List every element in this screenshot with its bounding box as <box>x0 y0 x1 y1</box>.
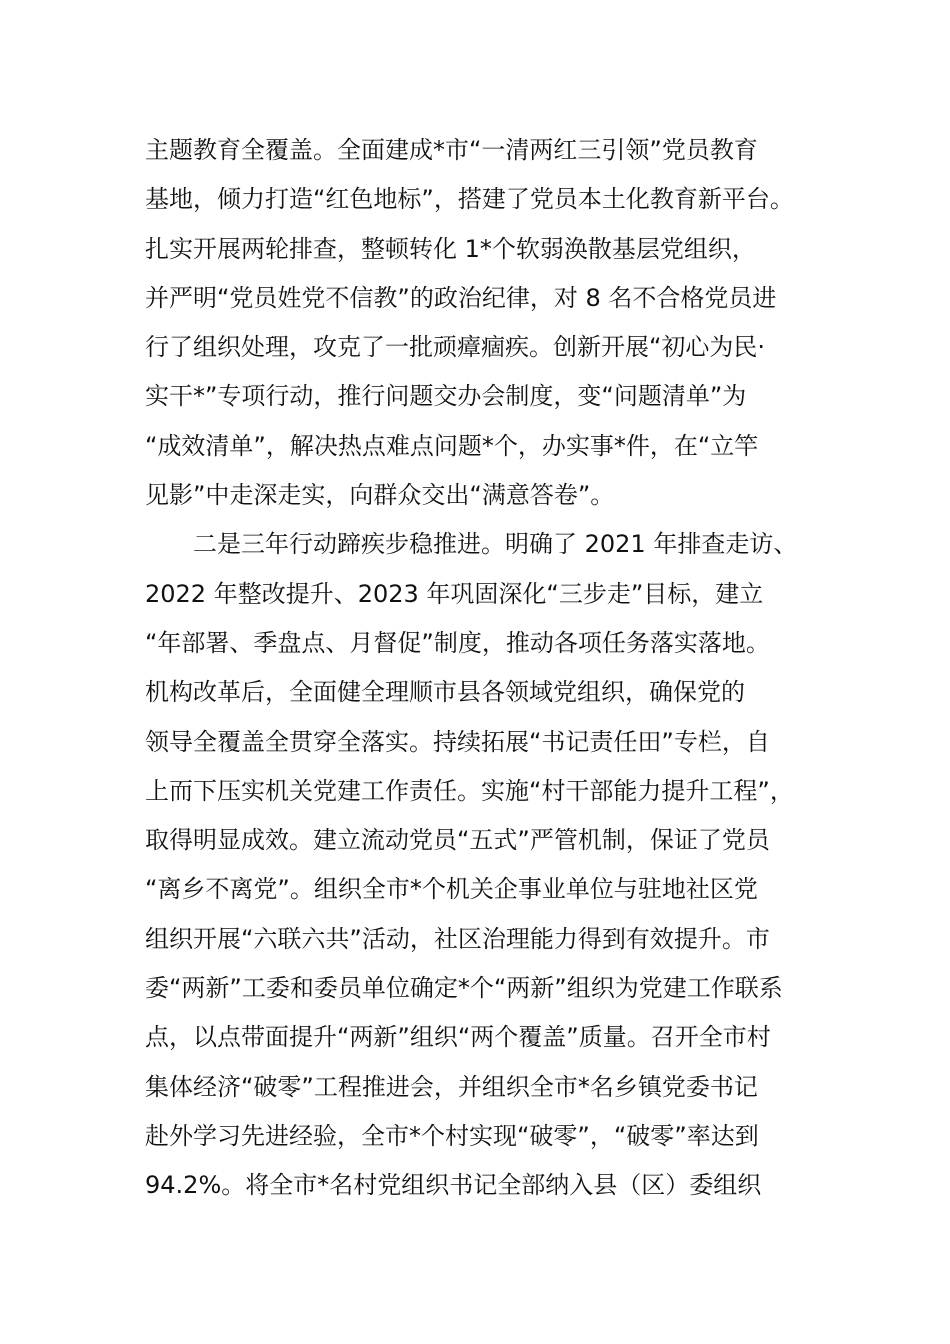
text-line: 上而下压实机关党建工作责任。实施“村干部能力提升工程”， <box>145 776 794 805</box>
text-line: 见影”中走深走实，向群众交出“满意答卷”。 <box>145 481 615 510</box>
text-line: 委“两新”工委和委员单位确定*个“两新”组织为党建工作联系 <box>145 974 783 1003</box>
text-line: “离乡不离党”。组织全市*个机关企事业单位与驻地社区党 <box>145 875 758 904</box>
text-line: 组织开展“六联六共”活动，社区治理能力得到有效提升。市 <box>145 924 770 953</box>
text-line: 主题教育全覆盖。全面建成*市“一清两红三引领”党员教育 <box>145 136 758 164</box>
text-line: 领导全覆盖全贯穿全落实。持续拓展“书记责任田”专栏，自 <box>145 727 770 756</box>
paragraph-first-line: 二是三年行动蹄疾步稳推进。明确了 2021 年排查走访、 <box>193 530 798 559</box>
text-line: 取得明显成效。建立流动党员“五式”严管机制，保证了党员 <box>145 826 770 855</box>
text-line: 2022 年整改提升、2023 年巩固深化“三步走”目标，建立 <box>145 579 764 608</box>
text-line: 行了组织处理，攻克了一批顽瘴痼疾。创新开展“初心为民· <box>145 333 766 362</box>
text-line: 并严明“党员姓党不信教”的政治纪律，对 8 名不合格党员进 <box>145 283 777 312</box>
text-line: 机构改革后，全面健全理顺市县各领域党组织，确保党的 <box>145 678 745 707</box>
text-line: “年部署、季盘点、月督促”制度，推动各项任务落实落地。 <box>145 628 770 657</box>
text-line: 基地，倾力打造“红色地标”，搭建了党员本土化教育新平台。 <box>145 185 794 214</box>
text-line: 赴外学习先进经验，全市*个村实现“破零”，“破零”率达到 <box>145 1121 759 1150</box>
text-line: 94.2%。将全市*名村党组织书记全部纳入县（区）委组织 <box>145 1171 762 1200</box>
text-line: 扎实开展两轮排查，整顿转化 1*个软弱涣散基层党组织， <box>145 234 756 263</box>
text-line: “成效清单”，解决热点难点问题*个，办实事*件，在“立竿 <box>145 431 759 460</box>
text-line: 实干*”专项行动，推行问题交办会制度，变“问题清单”为 <box>145 382 747 411</box>
document-body <box>145 126 845 1211</box>
text-line: 点，以点带面提升“两新”组织“两个覆盖”质量。召开全市村 <box>145 1023 771 1052</box>
text-line: 集体经济“破零”工程推进会，并组织全市*名乡镇党委书记 <box>145 1072 758 1101</box>
